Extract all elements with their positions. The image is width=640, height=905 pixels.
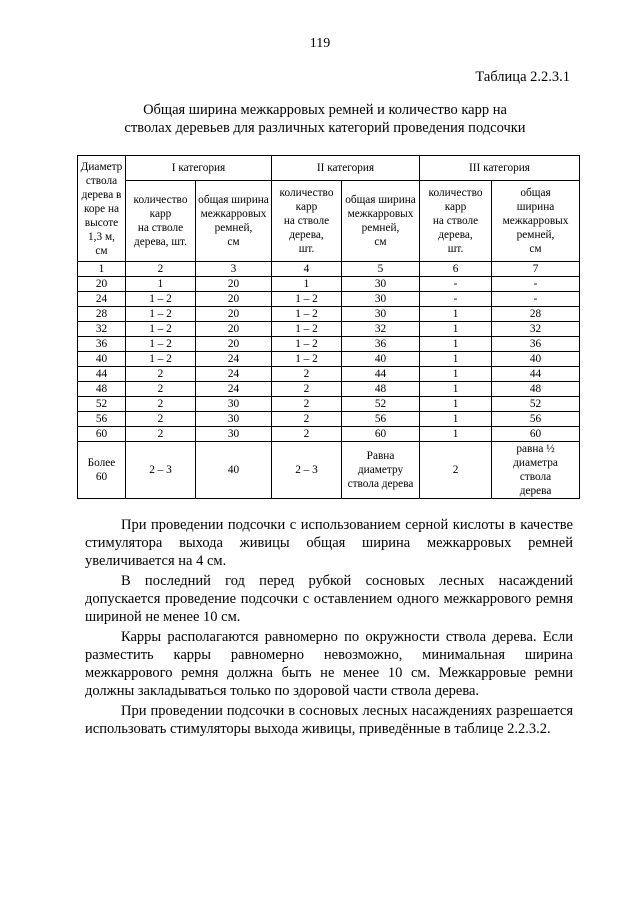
table-cell: 44 <box>342 367 420 382</box>
column-number: 3 <box>196 262 272 277</box>
table-cell: 20 <box>196 307 272 322</box>
cell-line: на стволе <box>432 215 479 227</box>
cell-line: карр <box>295 201 318 213</box>
table-row <box>78 412 580 427</box>
cell-line: диаметру <box>357 464 404 476</box>
table-cell: 20 <box>78 277 126 292</box>
column-number: 7 <box>492 262 580 277</box>
cell-line: равна ½ <box>516 443 555 455</box>
table-cell: 40 <box>342 352 420 367</box>
cell-line: см <box>529 243 542 255</box>
table-cell: 1 – 2 <box>126 292 196 307</box>
caption-line: стволах деревьев для различных категорий проведения подсочки <box>124 120 526 136</box>
table-row <box>78 322 580 337</box>
table-row <box>78 367 580 382</box>
cell-line: количество <box>428 187 483 199</box>
table-cell: 1 <box>420 337 492 352</box>
table-cell: 2 <box>126 412 196 427</box>
table-cell: 20 <box>196 292 272 307</box>
table-cell: 2 <box>272 427 342 442</box>
column-number: 1 <box>78 262 126 277</box>
table-cell: 56 <box>492 412 580 427</box>
table-cell: 44 <box>492 367 580 382</box>
caption-line: Общая ширина межкарровых ремней и количество карр на <box>143 102 507 118</box>
cell-line: межкарровых <box>200 208 267 220</box>
table-cell: 60 <box>492 427 580 442</box>
table-cell: 48 <box>342 382 420 397</box>
cell-line: количество <box>133 194 188 206</box>
column-header <box>272 181 342 262</box>
table-cell: 1 – 2 <box>126 322 196 337</box>
cell-line: карр <box>444 201 467 213</box>
diameter-header <box>78 156 126 262</box>
cell-line: дерева, <box>438 229 473 241</box>
table-cell: - <box>420 277 492 292</box>
cell-line: на стволе <box>283 215 330 227</box>
table-cell: 48 <box>78 382 126 397</box>
table-cell: 2 <box>126 397 196 412</box>
table-cell: 1 <box>272 277 342 292</box>
table-cell: 1 – 2 <box>272 292 342 307</box>
table-row <box>78 337 580 352</box>
table-cell: 1 – 2 <box>126 352 196 367</box>
table-cell: 60 <box>342 427 420 442</box>
table-cell: 1 – 2 <box>272 337 342 352</box>
table-cell: 40 <box>78 352 126 367</box>
table-cell: 56 <box>78 412 126 427</box>
table-cell: 2 <box>272 367 342 382</box>
table-cell: 20 <box>196 277 272 292</box>
cell-line: ствола <box>519 471 552 483</box>
cell-line: межкарровых <box>347 208 414 220</box>
table-row <box>78 307 580 322</box>
cell-line: шт. <box>298 243 315 255</box>
table-caption <box>70 101 580 137</box>
cell-line: ширина <box>516 201 555 213</box>
column-header <box>492 181 580 262</box>
cell-line: дерева, шт. <box>134 236 187 248</box>
cell-line: 60 <box>95 471 108 483</box>
table-cell <box>342 442 420 499</box>
table-cell: 2 <box>272 382 342 397</box>
table-cell: 2 <box>272 412 342 427</box>
cell-line: количество <box>279 187 334 199</box>
table-cell: 1 – 2 <box>126 307 196 322</box>
table-cell: - <box>420 292 492 307</box>
table-cell: 30 <box>196 427 272 442</box>
table-cell: 36 <box>342 337 420 352</box>
table-cell: 24 <box>78 292 126 307</box>
paragraph: В последний год перед рубкой сосновых лесных насаждений допускается проведение подсочки с оставлением одного межкаррового ремня шириной не менее 10 см. <box>85 573 573 625</box>
table-cell: 30 <box>196 397 272 412</box>
table-cell: 1 – 2 <box>126 337 196 352</box>
cell-line: см <box>374 236 387 248</box>
cell-line: см <box>227 236 240 248</box>
cell-line: ремней, <box>361 222 400 234</box>
column-header <box>126 181 196 262</box>
header-row <box>78 156 580 181</box>
table-cell: 56 <box>342 412 420 427</box>
cell-line: на стволе <box>137 222 184 234</box>
cell-line: Более <box>87 457 116 469</box>
cell-line: см <box>95 244 108 257</box>
table-cell: 40 <box>492 352 580 367</box>
table-cell: 52 <box>492 397 580 412</box>
table-cell: 36 <box>492 337 580 352</box>
table-cell: - <box>492 277 580 292</box>
cell-line: высоте <box>84 216 119 229</box>
column-number: 4 <box>272 262 342 277</box>
column-number: 6 <box>420 262 492 277</box>
cell-line: дерева в <box>81 188 122 201</box>
column-number: 5 <box>342 262 420 277</box>
table-cell: 24 <box>196 382 272 397</box>
table-cell: 32 <box>492 322 580 337</box>
table-cell: 30 <box>196 412 272 427</box>
cell-line: Равна <box>366 450 395 462</box>
paragraph: При проведении подсочки в сосновых лесных насаждениях разрешается использовать стимуляторы выхода живицы, приведённые в таблице 2.2.3.2. <box>85 703 573 737</box>
table-row-last <box>78 442 580 499</box>
category-header-2: II категория <box>272 156 420 181</box>
table-cell: 20 <box>196 337 272 352</box>
table-cell: 1 <box>420 412 492 427</box>
table-cell: 30 <box>342 292 420 307</box>
column-header <box>342 181 420 262</box>
column-header <box>420 181 492 262</box>
table-cell: 32 <box>342 322 420 337</box>
category-header-1: I категория <box>126 156 272 181</box>
table-cell: 48 <box>492 382 580 397</box>
table-row <box>78 277 580 292</box>
table-cell: 28 <box>492 307 580 322</box>
table-cell: 2 <box>272 397 342 412</box>
cell-line: шт. <box>447 243 464 255</box>
table-cell: 1 <box>420 427 492 442</box>
table-cell: 2 – 3 <box>126 442 196 499</box>
table-row <box>78 352 580 367</box>
table-cell: 1 <box>126 277 196 292</box>
paragraph: При проведении подсочки с использованием серной кислоты в качестве стимулятора выхода живицы общая ширина межкарровых ремней увеличивается на 4 см. <box>85 517 573 569</box>
table-cell: 1 – 2 <box>272 307 342 322</box>
table-cell: 52 <box>342 397 420 412</box>
table-cell: 2 <box>126 367 196 382</box>
paragraph: Карры располагаются равномерно по окружности ствола дерева. Если разместить карры равномерно невозможно, минимальная ширина межкаррового ремня должна быть не менее 10 см. Межкарровые ремни должны закладываться только по здоровой части ствола дерева. <box>85 629 573 699</box>
cell-line: коре на <box>83 202 120 215</box>
cell-line: ремней, <box>214 222 253 234</box>
column-number: 2 <box>126 262 196 277</box>
table-label: Таблица 2.2.3.1 <box>475 69 570 85</box>
cell-line: ремней, <box>516 229 555 241</box>
table-cell: 2 – 3 <box>272 442 342 499</box>
table-cell: 1 – 2 <box>272 322 342 337</box>
table-row <box>78 292 580 307</box>
cell-line: Диаметр <box>80 160 123 173</box>
table-cell: 32 <box>78 322 126 337</box>
table-cell: 1 – 2 <box>272 352 342 367</box>
table-cell: 36 <box>78 337 126 352</box>
cell-line: дерева <box>519 485 552 497</box>
table-cell <box>78 442 126 499</box>
table-row <box>78 382 580 397</box>
cell-line: общая ширина <box>198 194 269 206</box>
category-header-3: III категория <box>420 156 580 181</box>
table-cell: 2 <box>126 427 196 442</box>
table-cell: 2 <box>126 382 196 397</box>
column-header <box>196 181 272 262</box>
table-cell: 1 <box>420 307 492 322</box>
cell-line: дерева, <box>289 229 324 241</box>
cell-line: общая ширина <box>345 194 416 206</box>
table-cell: 1 <box>420 352 492 367</box>
cell-line: карр <box>149 208 172 220</box>
table-cell: 1 <box>420 397 492 412</box>
table-cell: 1 <box>420 382 492 397</box>
column-numbers-row <box>78 262 580 277</box>
table-cell: 40 <box>196 442 272 499</box>
table-cell: - <box>492 292 580 307</box>
table-cell: 60 <box>78 427 126 442</box>
table-cell: 2 <box>420 442 492 499</box>
table-cell: 30 <box>342 277 420 292</box>
cell-line: ствола <box>85 174 118 187</box>
page-number: 119 <box>309 36 331 51</box>
table-cell: 20 <box>196 322 272 337</box>
table-cell: 1 <box>420 322 492 337</box>
table-cell: 1 <box>420 367 492 382</box>
subheader-row <box>78 181 580 262</box>
table-row <box>78 427 580 442</box>
table-cell: 24 <box>196 352 272 367</box>
table-row <box>78 397 580 412</box>
table-cell: 24 <box>196 367 272 382</box>
cell-line: общая <box>520 187 551 199</box>
cell-line: ствола дерева <box>347 478 414 490</box>
table-cell: 52 <box>78 397 126 412</box>
table-cell: 28 <box>78 307 126 322</box>
cell-line: диаметра <box>513 457 558 469</box>
table-cell: 30 <box>342 307 420 322</box>
table-cell <box>492 442 580 499</box>
cell-line: 1,3 м, <box>88 230 115 243</box>
data-table <box>77 155 580 499</box>
body-text <box>85 516 573 740</box>
table-cell: 44 <box>78 367 126 382</box>
cell-line: межкарровых <box>502 215 569 227</box>
